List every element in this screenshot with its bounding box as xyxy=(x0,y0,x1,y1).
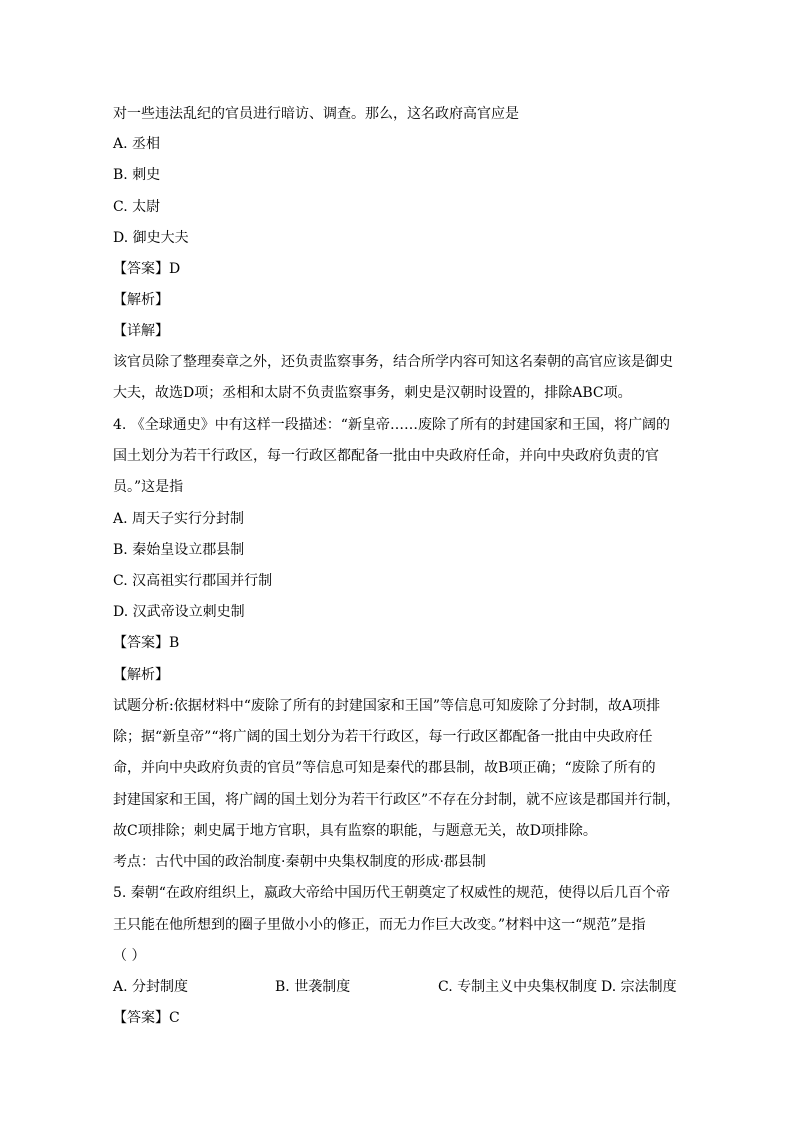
q4-stem-line-1: 4. 《全球通史》中有这样一段描述：“新皇帝……废除了所有的封建国家和王国，将广阔的 xyxy=(113,417,670,433)
q4-stem-line-2: 国土划分为若干行政区，每一行政区都配备一批由中央政府任命，并向中央政府负责的官 xyxy=(113,448,659,464)
q4-analysis-line-1: 试题分析:依据材料中“废除了所有的封建国家和王国”等信息可知废除了分封制，故A项排 xyxy=(113,698,661,714)
q3-answer: 【答案】D xyxy=(113,261,181,277)
q3-stem-tail: 对一些违法乱纪的官员进行暗访、调查。那么，这名政府高官应是 xyxy=(113,106,519,122)
q5-option-c: C. 专制主义中央集权制度 xyxy=(438,979,598,995)
q3-option-d: D. 御史大夫 xyxy=(113,230,189,246)
q3-option-a: A. 丞相 xyxy=(113,136,161,152)
q5-stem-line-3: （ ） xyxy=(113,948,146,964)
q4-option-a: A. 周天子实行分封制 xyxy=(113,511,245,527)
q4-analysis-line-3: 命，并向中央政府负责的官员”等信息可知是秦代的郡县制，故B项正确；“废除了所有的 xyxy=(113,760,656,776)
q5-answer: 【答案】C xyxy=(113,1010,180,1026)
q4-answer: 【答案】B xyxy=(113,635,180,651)
q4-option-d: D. 汉武帝设立刺史制 xyxy=(113,604,245,620)
q5-stem-line-1: 5. 秦朝“在政府组织上，嬴政大帝给中国历代王朝奠定了权威性的规范，使得以后几百个帝 xyxy=(113,885,670,901)
q4-option-b: B. 秦始皇设立郡县制 xyxy=(113,542,245,558)
q5-option-b: B. 世袭制度 xyxy=(275,979,351,995)
q4-analysis-title: 【解析】 xyxy=(113,667,169,683)
q5-stem-line-2: 王只能在他所想到的圈子里做小小的修正，而无力作巨大改变。”材料中这一“规范”是指 xyxy=(113,917,646,933)
q4-analysis-line-5: 故C项排除；刺史属于地方官职，具有监察的职能，与题意无关，故D项排除。 xyxy=(113,823,597,839)
q3-analysis-title: 【解析】 xyxy=(113,292,169,308)
q3-option-c: C. 太尉 xyxy=(113,199,161,215)
q3-detail-line-2: 大夫，故选D项；丞相和太尉不负责监察事务，刺史是汉朝时设置的，排除ABC项。 xyxy=(113,385,632,401)
q3-detail-line-1: 该官员除了整理奏章之外，还负责监察事务，结合所学内容可知这名秦朝的高官应该是御史 xyxy=(113,354,673,370)
q5-option-d: D. 宗法制度 xyxy=(601,979,677,995)
q4-option-c: C. 汉高祖实行郡国并行制 xyxy=(113,573,273,589)
q4-stem-line-3: 员。”这是指 xyxy=(113,479,184,495)
q5-option-a: A. 分封制度 xyxy=(113,979,189,995)
q4-analysis-line-2: 除；据“新皇帝”“将广阔的国土划分为若干行政区，每一行政区都配备一批由中央政府任 xyxy=(113,729,653,745)
q4-analysis-line-4: 封建国家和王国，将广阔的国土划分为若干行政区”不存在分封制，就不应该是郡国并行制， xyxy=(113,792,681,808)
q4-kaodian: 考点：古代中国的政治制度·秦朝中央集权制度的形成·郡县制 xyxy=(113,854,486,870)
q3-detail-title: 【详解】 xyxy=(113,323,169,339)
q3-option-b: B. 刺史 xyxy=(113,167,161,183)
